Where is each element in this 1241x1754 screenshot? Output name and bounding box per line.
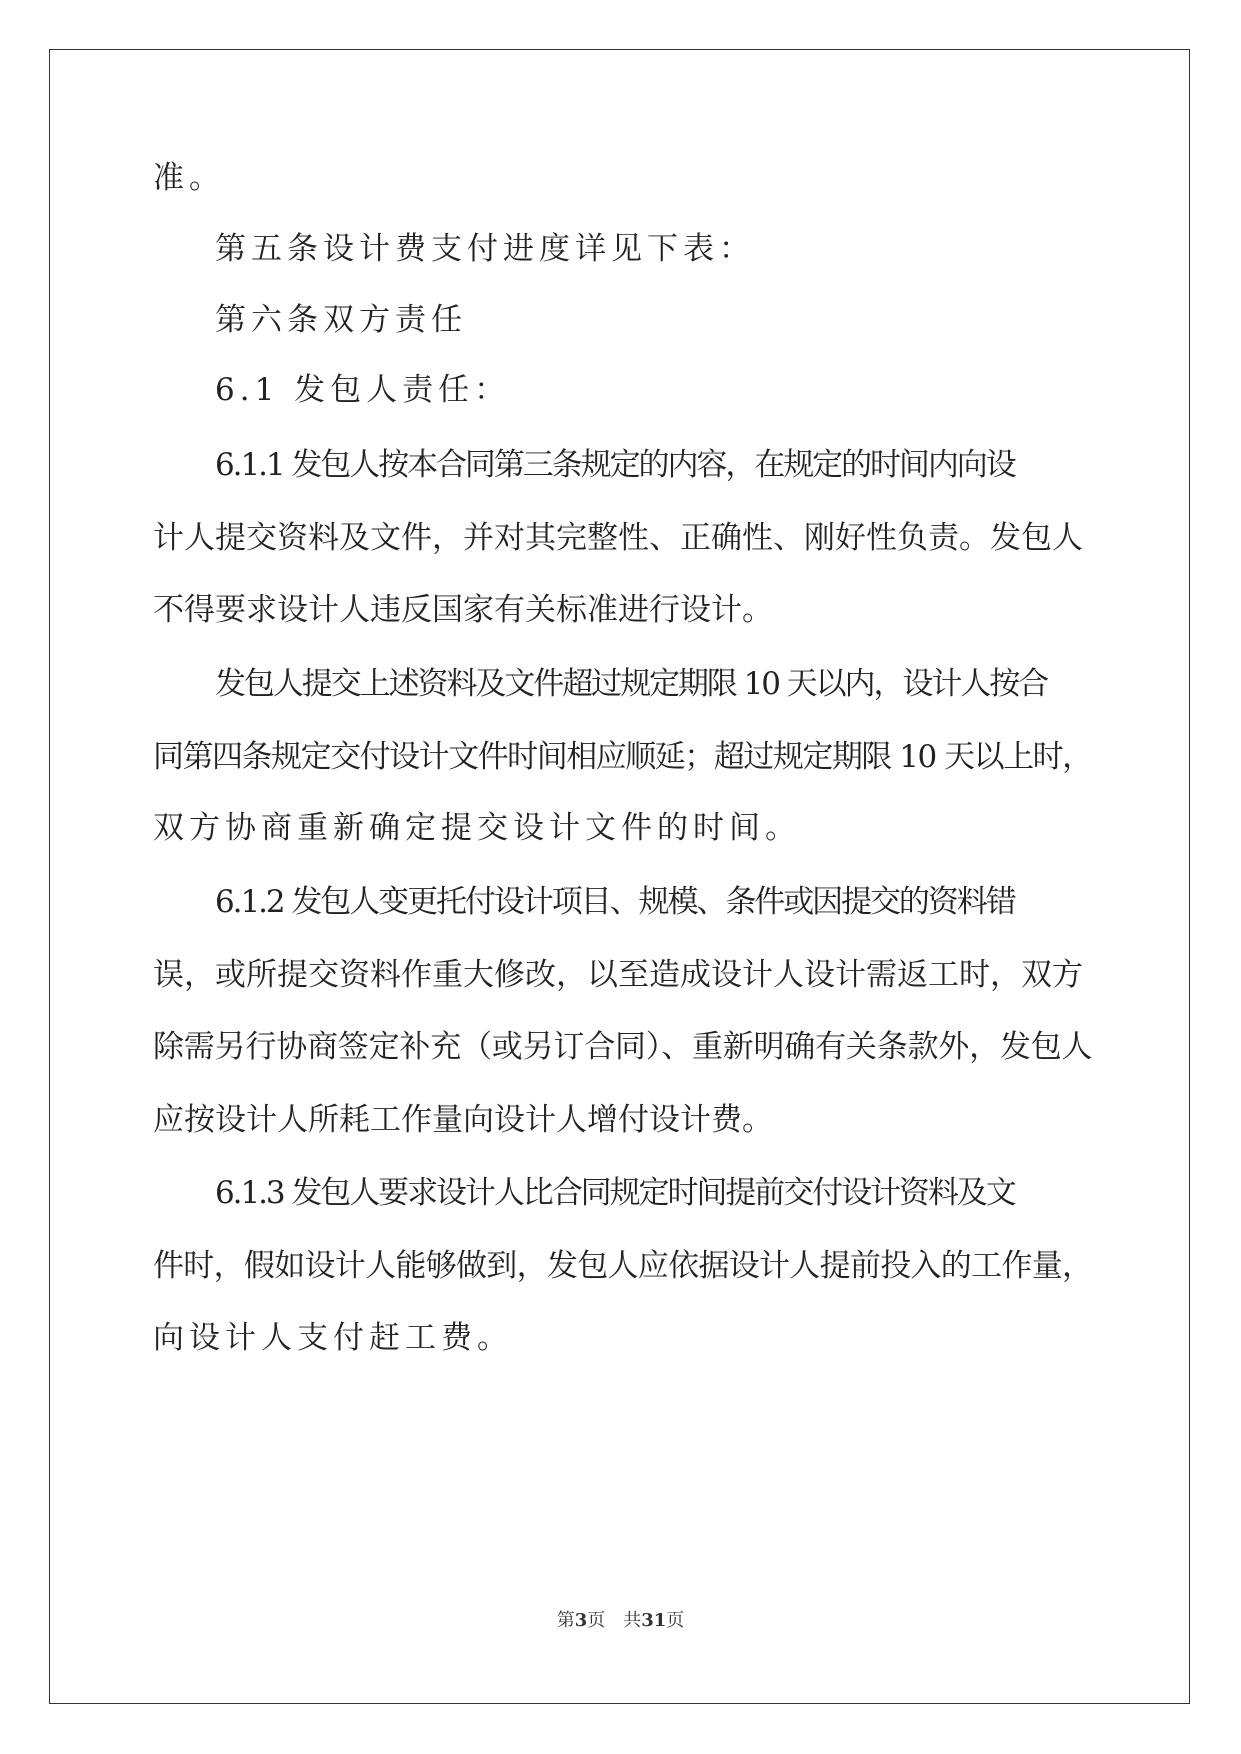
page-prefix: 第 [556, 1610, 575, 1631]
section-6-1-2-line-4: 应按设计人所耗工作量向设计人增付设计费。 [153, 1102, 773, 1138]
section-6-1-3-line-1: 6.1.3 发包人要求设计人比合同规定时间提前交付设计资料及文 [215, 1175, 1015, 1211]
section-6-1-2-line-3: 除需另行协商签定补充（或另订合同）、重新明确有关条款外，发包人 [153, 1029, 1093, 1065]
total-suffix: 页 [666, 1610, 685, 1631]
page-suffix: 页 [587, 1610, 606, 1631]
section-6-1-2-line-2: 误，或所提交资料作重大修改，以至造成设计人设计需返工时，双方 [153, 957, 1083, 993]
page-footer [0, 1609, 1241, 1633]
section-6-1-1-line-1: 6.1.1 发包人按本合同第三条规定的内容，在规定的时间内向设 [215, 447, 1015, 483]
paragraph-delay-line-2: 同第四条规定交付设计文件时间相应顺延；超过规定期限 10 天以上时， [153, 739, 1092, 775]
section-6-1-3-line-3: 向设计人支付赶工费。 [153, 1320, 513, 1356]
total-prefix: 共 [623, 1610, 642, 1631]
total-pages: 31 [641, 1610, 667, 1631]
section-6-1-2-line-1: 6.1.2 发包人变更托付设计项目、规模、条件或因提交的资料错 [215, 884, 1015, 920]
section-6-1-3-line-2: 件时，假如设计人能够做到，发包人应依据设计人提前投入的工作量， [153, 1248, 1093, 1284]
page-number: 3 [574, 1610, 588, 1631]
section-6-1-1-line-3: 不得要求设计人违反国家有关标准进行设计。 [153, 592, 773, 628]
page-border [49, 49, 1190, 1704]
section-6-1-1-line-2: 计人提交资料及文件，并对其完整性、正确性、刚好性负责。发包人 [153, 520, 1083, 556]
section-6-1-heading: 6.1 发包人责任： [215, 372, 511, 408]
clause-6-heading: 第六条双方责任 [215, 302, 467, 338]
paragraph-delay-line-3: 双方协商重新确定提交设计文件的时间。 [153, 810, 801, 846]
text-line-1: 准。 [153, 160, 225, 196]
clause-5-heading: 第五条设计费支付进度详见下表： [215, 231, 755, 267]
paragraph-delay-line-1: 发包人提交上述资料及文件超过规定期限 10 天以内，设计人按合 [215, 666, 1048, 702]
